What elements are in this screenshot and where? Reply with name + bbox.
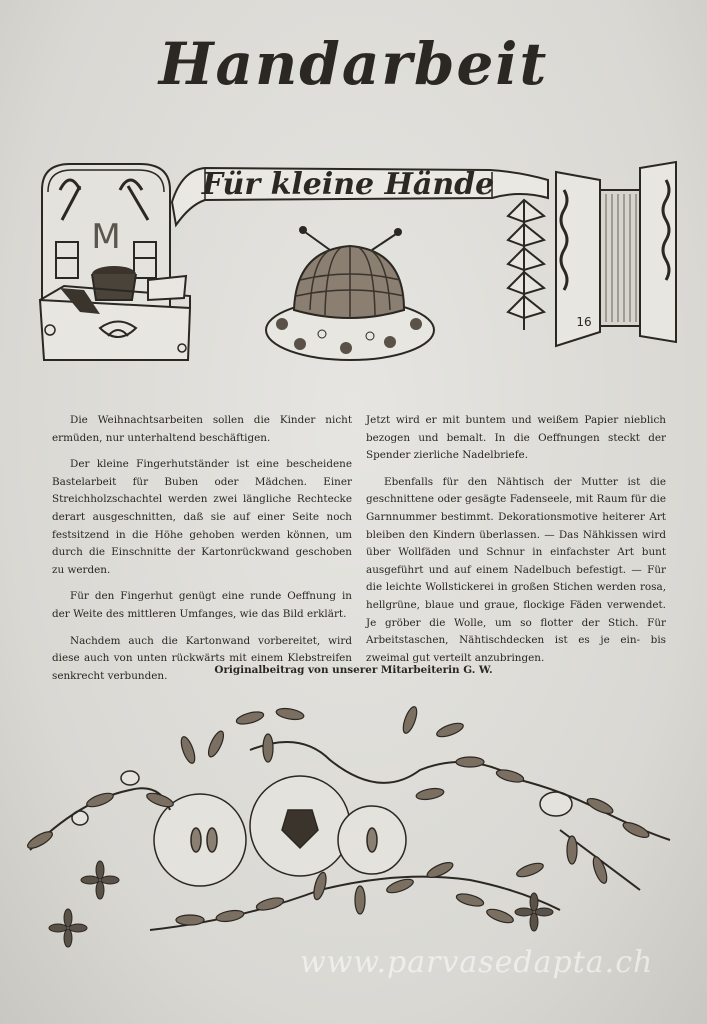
paragraph: Ebenfalls für den Nähtisch der Mutter ist die geschnittene oder gesägte Fadenseele, mit Raum für die Garnnummer bestimmt. Dekorationsmotive heiterer Art bleiben den Kindern überlassen. — Das Nähkissen wird über Wollfäden und Schnur in einfachster Art bunt ausgeführt und auf einem Nadelbuch befestigt. — Für die leichte Wollstickerei in großen Stichen werden rosa, hellgrüne, blaue und graue, flockige Fäden verwendet. Je gröber die Wolle, um so flotter der Stich. Für Arbeitstaschen, Nähtischdecken ist es je ein- bis zweimal gut verteilt anzubringen.: [366, 475, 666, 664]
right-column: [366, 412, 666, 676]
paragraph: Nachdem auch die Kartonwand vorbereitet, wird diese auch von unten rückwärts mit einem Klebstreifen senkrecht verbunden.: [52, 634, 352, 682]
paragraph: Die Weihnachtsarbeiten sollen die Kinder nicht ermüden, nur unterhaltend beschäftigen.: [52, 414, 352, 444]
author-credit: Originalbeitrag von unserer Mitarbeiterin G. W.: [214, 664, 493, 676]
paragraph: Der kleine Fingerhutständer ist eine bescheidene Bastelarbeit für Buben oder Mädchen. Einer Streichholzschachtel werden zwei längliche Rechtecke derart ausgeschnitten, daß sie auf einer Seite noch festsitzend in die Höhe gehoben werden können, um durch die Einschnitte der Kartonrückwand geschoben zu werden.: [52, 458, 352, 576]
watermark: www.parvasedapta.ch: [300, 945, 654, 980]
banner-text: Für kleine Hände: [201, 167, 495, 202]
paragraph: Jetzt wird er mit buntem und weißem Papier nieblich bezogen und bemalt. In die Oeffnungen steckt der Spender zierliche Nadelbriefe.: [366, 414, 666, 462]
leaf-chain-drawing: [508, 200, 544, 330]
page-title: Handarbeit: [158, 30, 549, 98]
banner-ribbon: [172, 167, 548, 225]
paragraph: Für den Fingerhut genügt eine runde Oeffnung in der Weite des mittleren Umfanges, wie das Bild erklärt.: [52, 590, 352, 620]
spool-number: 16: [576, 315, 592, 329]
pincushion-drawing: [266, 226, 434, 360]
thimble-stand-drawing: [40, 164, 190, 360]
left-column: [52, 412, 352, 694]
box-letter: M: [91, 217, 121, 257]
header-illustration: [0, 150, 707, 380]
embroidery-pattern: [0, 690, 707, 980]
thread-spool-drawing: [556, 162, 676, 346]
